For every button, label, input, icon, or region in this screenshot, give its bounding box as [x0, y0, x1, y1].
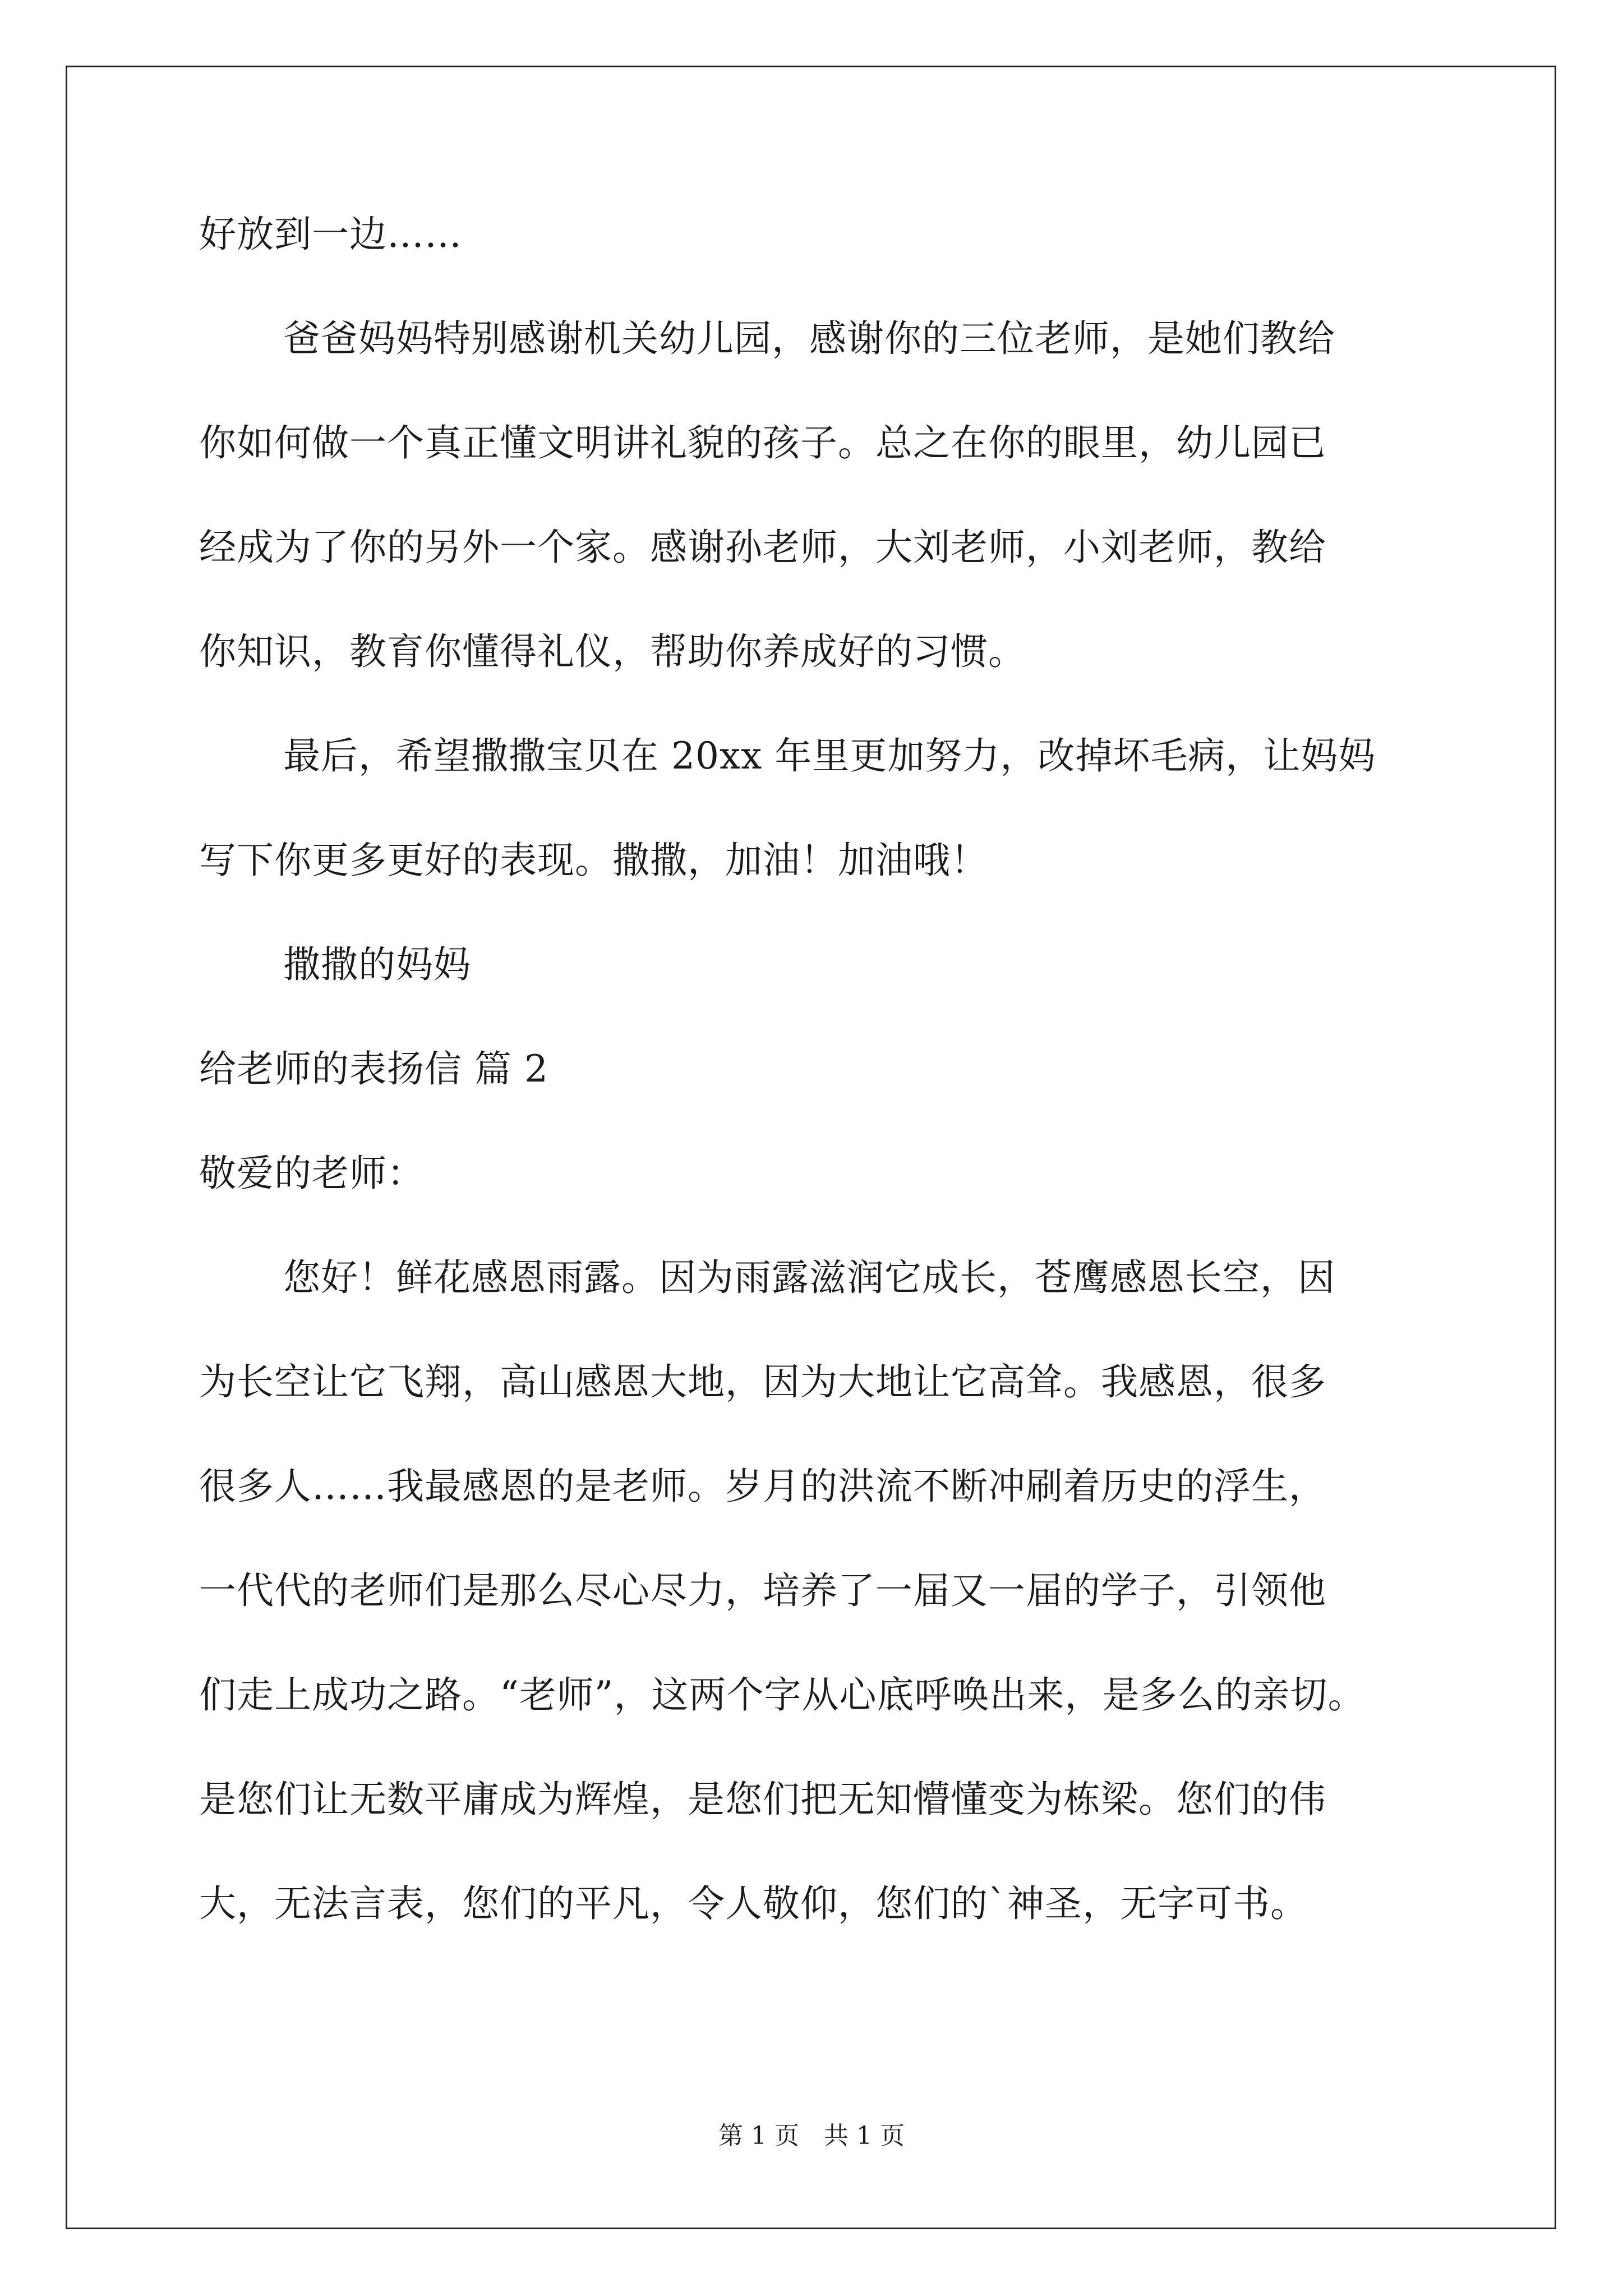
text-line-2: 爸爸妈妈特别感谢机关幼儿园，感谢你的三位老师，是她们教给	[283, 317, 1335, 360]
text-line-12: 为长空让它飞翔，高山感恩大地，因为大地让它高耸。我感恩，很多	[199, 1360, 1326, 1404]
text-line-6: 最后，希望撒撒宝贝在 20xx 年里更加努力，改掉坏毛病，让妈妈	[283, 734, 1376, 777]
text-line-3: 你如何做一个真正懂文明讲礼貌的孩子。总之在你的眼里，幼儿园已	[199, 421, 1326, 464]
signature-line: 撒撒的妈妈	[283, 943, 471, 986]
salutation: 敬爱的老师：	[199, 1152, 425, 1195]
text-line-17: 大，无法言表，您们的平凡，令人敬仰，您们的`神圣，无字可书。	[199, 1882, 1308, 1925]
text-line-7: 写下你更多更好的表现。撒撒，加油！加油哦！	[199, 839, 988, 882]
text-line-14: 一代代的老师们是那么尽心尽力，培养了一届又一届的学子，引领他	[199, 1569, 1326, 1612]
text-line-13: 很多人……我最感恩的是老师。岁月的洪流不断冲刷着历史的浮生，	[199, 1465, 1326, 1508]
text-line-5: 你知识，教育你懂得礼仪，帮助你养成好的习惯。	[199, 630, 1026, 673]
text-line-15: 们走上成功之路。“老师”，这两个字从心底呼唤出来，是多么的亲切。	[199, 1673, 1366, 1717]
text-line-11: 您好！鲜花感恩雨露。因为雨露滋润它成长，苍鹰感恩长空，因	[283, 1256, 1335, 1299]
section-heading: 给老师的表扬信 篇 2	[199, 1047, 548, 1091]
text-line-16: 是您们让无数平庸成为辉煌，是您们把无知懵懂变为栋梁。您们的伟	[199, 1778, 1326, 1821]
page-footer: 第 1 页 共 1 页	[718, 2122, 905, 2150]
text-line-1: 好放到一边……	[199, 213, 462, 256]
document-body	[199, 208, 1427, 1981]
text-line-4: 经成为了你的另外一个家。感谢孙老师，大刘老师，小刘老师，教给	[199, 526, 1326, 569]
